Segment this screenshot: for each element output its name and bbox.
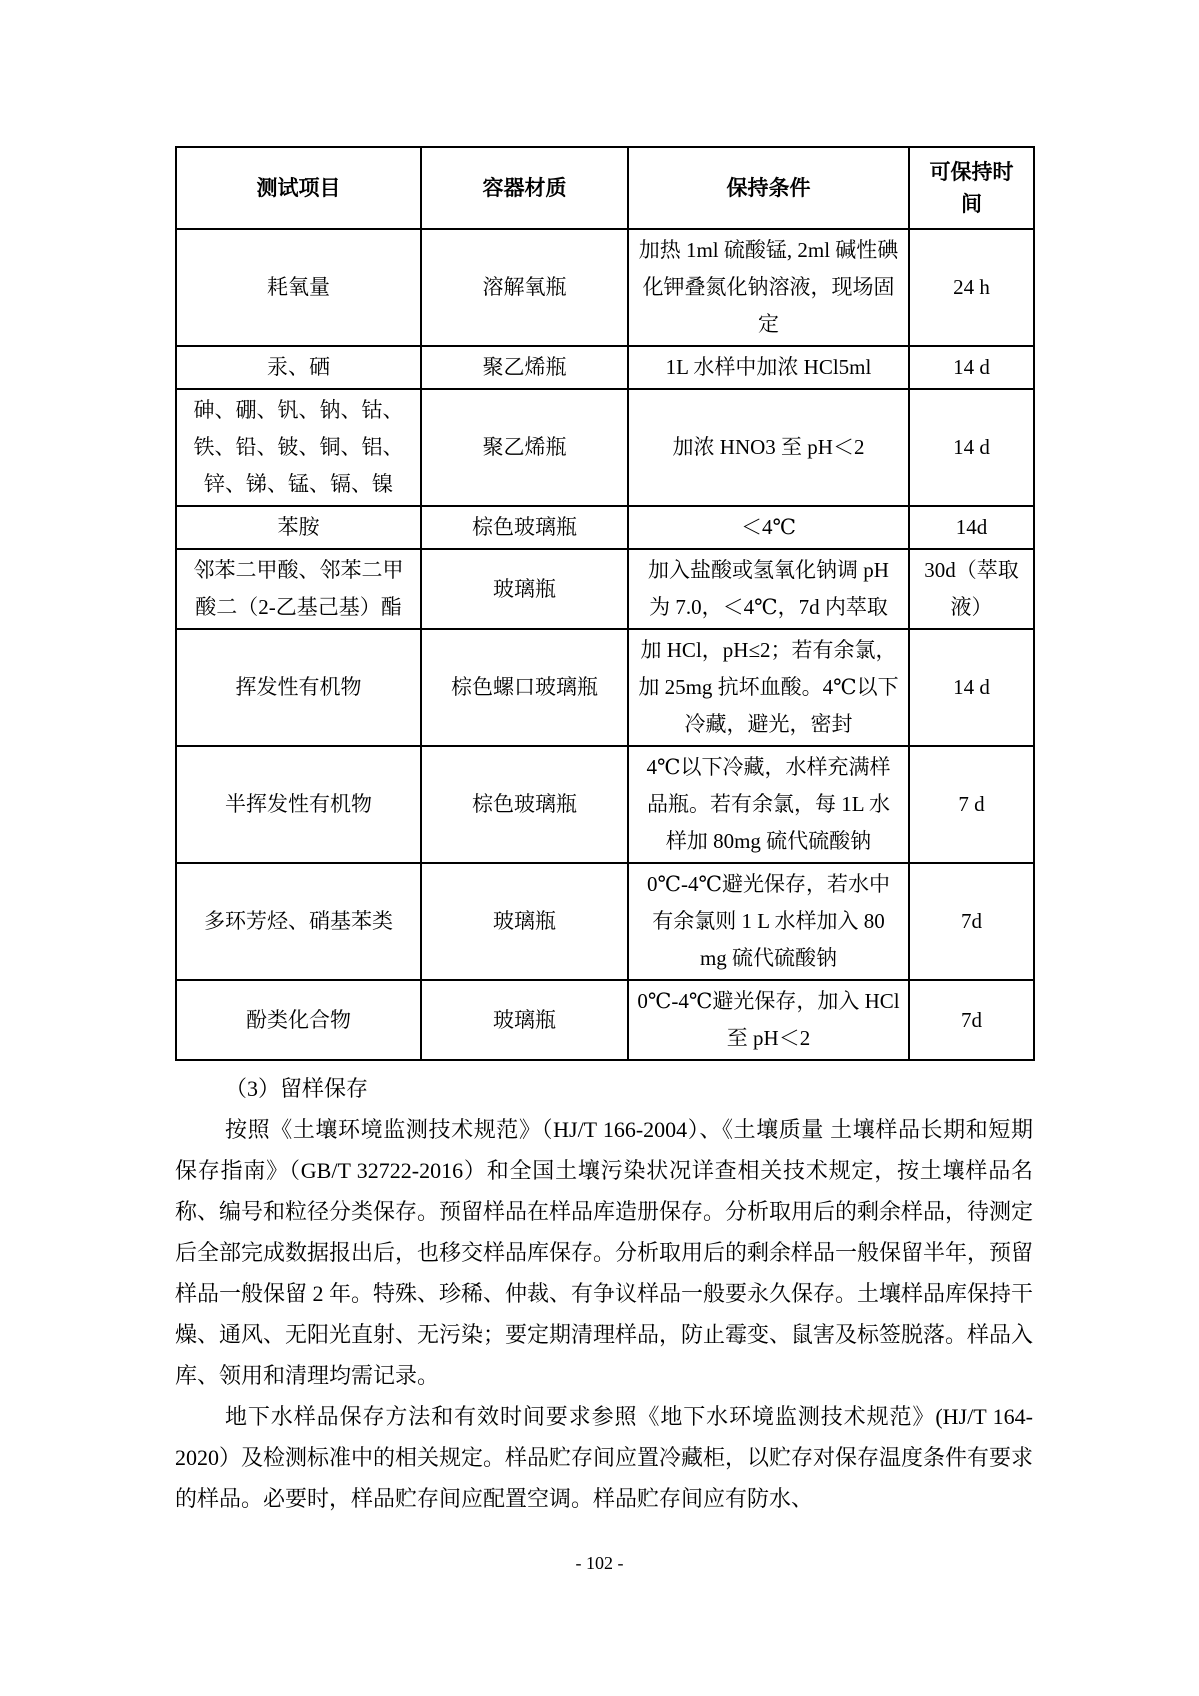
cell-condition: ＜4℃: [628, 506, 909, 549]
cell-condition: 加 HCl，pH≤2；若有余氯，加 25mg 抗坏血酸。4℃以下冷藏，避光，密封: [628, 629, 909, 746]
cell-test-item: 汞、硒: [176, 346, 421, 389]
cell-test-item: 砷、硼、钒、钠、钴、铁、铅、铍、铜、铝、锌、锑、锰、镉、镍: [176, 389, 421, 506]
cell-container: 溶解氧瓶: [421, 229, 628, 346]
page-content: [175, 146, 1033, 1519]
cell-container: 棕色玻璃瓶: [421, 746, 628, 863]
cell-test-item: 酚类化合物: [176, 980, 421, 1060]
cell-time: 30d（萃取液）: [909, 549, 1034, 629]
cell-condition: 0℃-4℃避光保存，若水中有余氯则 1 L 水样加入 80 mg 硫代硫酸钠: [628, 863, 909, 980]
cell-test-item: 半挥发性有机物: [176, 746, 421, 863]
cell-test-item: 耗氧量: [176, 229, 421, 346]
cell-container: 玻璃瓶: [421, 549, 628, 629]
cell-container: 玻璃瓶: [421, 980, 628, 1060]
cell-time: 7 d: [909, 746, 1034, 863]
table-row: [176, 980, 1034, 1060]
cell-test-item: 挥发性有机物: [176, 629, 421, 746]
table-row: [176, 389, 1034, 506]
section-heading: （3）留样保存: [225, 1076, 369, 1101]
cell-condition: 1L 水样中加浓 HCl5ml: [628, 346, 909, 389]
header-preservation-condition: 保持条件: [628, 147, 909, 229]
cell-container: 聚乙烯瓶: [421, 346, 628, 389]
cell-time: 14d: [909, 506, 1034, 549]
cell-container: 棕色螺口玻璃瓶: [421, 629, 628, 746]
header-holding-time: 可保持时间: [909, 147, 1034, 229]
cell-container: 聚乙烯瓶: [421, 389, 628, 506]
cell-condition: 4℃以下冷藏，水样充满样品瓶。若有余氯，每 1L 水样加 80mg 硫代硫酸钠: [628, 746, 909, 863]
body-paragraph-groundwater: 地下水样品保存方法和有效时间要求参照《地下水环境监测技术规范》(HJ/T 164-2020）及检测标准中的相关规定。样品贮存间应置冷藏柜，以贮存对保存温度条件有要求的样品。必要时，样品贮存间应配置空调。样品贮存间应有防水、: [175, 1404, 1034, 1511]
cell-container: 棕色玻璃瓶: [421, 506, 628, 549]
body-paragraph-soil: 按照《土壤环境监测技术规范》（HJ/T 166-2004）、《土壤质量 土壤样品长期和短期保存指南》（GB/T 32722-2016）和全国土壤污染状况详查相关技术规定，按土壤样品名称、编号和粒径分类保存。预留样品在样品库造册保存。分析取用后的剩余样品，待测定后全部完成数据报出后，也移交样品库保存。分析取用后的剩余样品一般保留半年，预留样品一般保留 2 年。特殊、珍稀、仲裁、有争议样品一般要永久保存。土壤样品库保持干燥、通风、无阳光直射、无污染；要定期清理样品，防止霉变、鼠害及标签脱落。样品入库、领用和清理均需记录。: [175, 1117, 1034, 1388]
cell-condition: 加入盐酸或氢氧化钠调 pH 为 7.0，＜4℃，7d 内萃取: [628, 549, 909, 629]
table-row: [176, 549, 1034, 629]
header-test-item: 测试项目: [176, 147, 421, 229]
page-number: - 102 -: [575, 1553, 624, 1573]
table-row: [176, 506, 1034, 549]
cell-test-item: 苯胺: [176, 506, 421, 549]
cell-condition: 0℃-4℃避光保存，加入 HCl 至 pH＜2: [628, 980, 909, 1060]
cell-test-item: 邻苯二甲酸、邻苯二甲酸二（2-乙基己基）酯: [176, 549, 421, 629]
table-row: [176, 629, 1034, 746]
cell-condition: 加浓 HNO3 至 pH＜2: [628, 389, 909, 506]
cell-time: 7d: [909, 980, 1034, 1060]
water-sample-preservation-table: [175, 146, 1035, 1061]
cell-time: 14 d: [909, 346, 1034, 389]
cell-container: 玻璃瓶: [421, 863, 628, 980]
cell-condition: 加热 1ml 硫酸锰, 2ml 碱性碘化钾叠氮化钠溶液，现场固定: [628, 229, 909, 346]
cell-time: 14 d: [909, 389, 1034, 506]
table-row: [176, 746, 1034, 863]
table-header-row: [176, 147, 1034, 229]
header-container-material: 容器材质: [421, 147, 628, 229]
cell-time: 7d: [909, 863, 1034, 980]
cell-time: 24 h: [909, 229, 1034, 346]
table-row: [176, 863, 1034, 980]
cell-time: 14 d: [909, 629, 1034, 746]
cell-test-item: 多环芳烃、硝基苯类: [176, 863, 421, 980]
table-row: [176, 229, 1034, 346]
table-row: [176, 346, 1034, 389]
